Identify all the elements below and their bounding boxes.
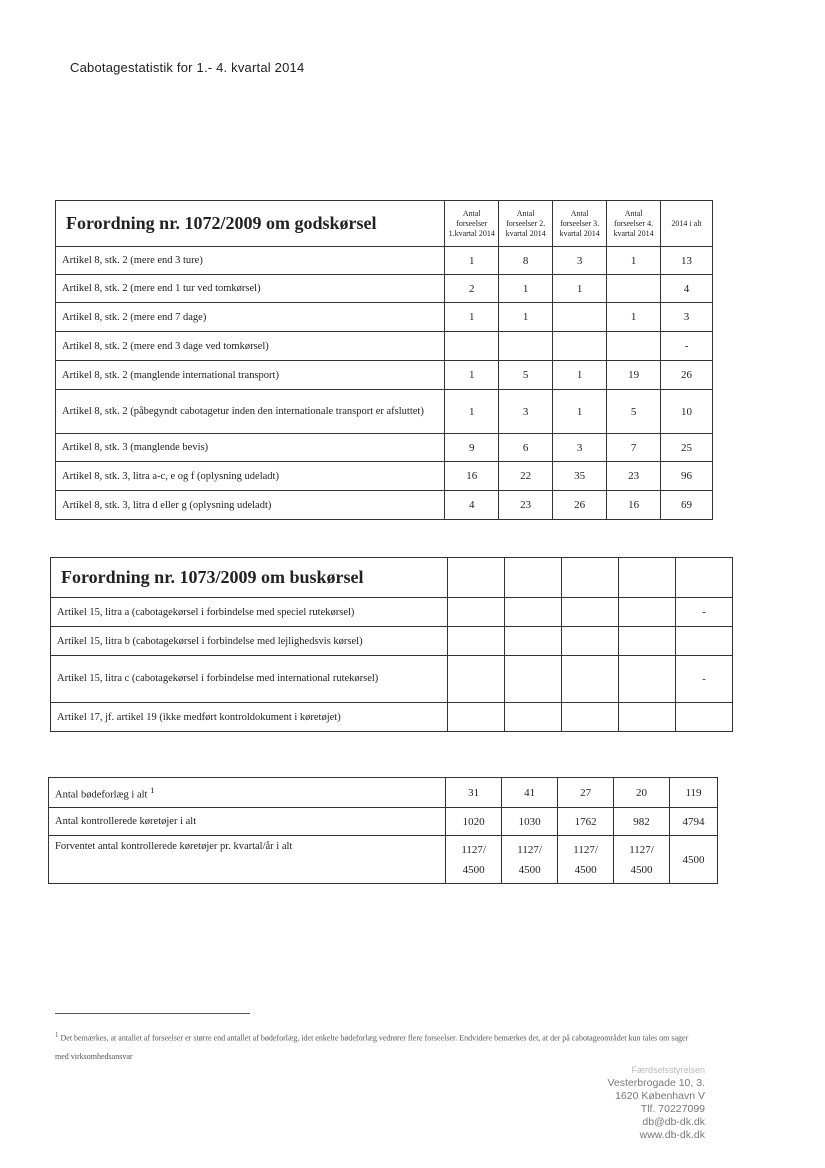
cell-q3: 3 — [553, 247, 607, 275]
footnote-marker: 1 — [55, 1031, 59, 1039]
cell-q1: 1 — [445, 303, 499, 332]
cell-q4 — [607, 332, 661, 361]
header-q1: Antal forseelser 1.kvartal 2014 — [445, 201, 499, 247]
cell-total: 3 — [661, 303, 713, 332]
cell-q4: 7 — [607, 434, 661, 462]
fines-label: Antal bødeforlæg i alt — [55, 789, 148, 801]
cell-q4: 16 — [607, 491, 661, 520]
row-label: Artikel 8, stk. 2 (mere end 7 dage) — [56, 303, 445, 332]
cell-q2 — [505, 598, 562, 627]
cell-q1 — [448, 598, 505, 627]
row-label: Artikel 8, stk. 2 (mere end 3 dage ved tomkørsel) — [56, 332, 445, 361]
cell-total: 10 — [661, 390, 713, 434]
header-q2: Antal forseelser 2. kvartal 2014 — [499, 201, 553, 247]
cell-q3: 26 — [553, 491, 607, 520]
table-row — [56, 390, 713, 434]
cell-q4: 23 — [607, 462, 661, 491]
cell-q4: 19 — [607, 361, 661, 390]
expected-label: Forventet antal kontrollerede køretøjer pr. kvartal/år i alt — [49, 836, 446, 884]
table-row — [51, 703, 733, 732]
table-row — [51, 627, 733, 656]
cell-q4 — [614, 836, 670, 884]
stamp-line-1: Færdselsstyrelsen — [631, 1065, 705, 1075]
footnote-ref: 1 — [150, 784, 155, 795]
header-q3 — [562, 558, 619, 598]
cell-q1: 4 — [445, 491, 499, 520]
expected-q1-bottom: 4500 — [462, 863, 485, 876]
document-title: Cabotagestatistik for 1.- 4. kvartal 2014 — [70, 60, 305, 75]
cell-q1: 16 — [445, 462, 499, 491]
row-label: Artikel 17, jf. artikel 19 (ikke medført kontroldokument i køretøjet) — [51, 703, 448, 732]
bus-table-title: Forordning nr. 1073/2009 om buskørsel — [51, 558, 448, 598]
row-label: Artikel 15, litra a (cabotagekørsel i forbindelse med speciel rutekørsel) — [51, 598, 448, 627]
controlled-label: Antal kontrollerede køretøjer i alt — [49, 808, 446, 836]
cell-q3 — [558, 836, 614, 884]
bus-header-row — [51, 558, 733, 598]
cell-q2 — [505, 656, 562, 703]
cell-q3: 3 — [553, 434, 607, 462]
header-q1 — [448, 558, 505, 598]
cell-total — [676, 703, 733, 732]
bus-table — [50, 557, 733, 732]
row-label: Artikel 8, stk. 3 (manglende bevis) — [56, 434, 445, 462]
table-row — [56, 491, 713, 520]
cell-q2 — [505, 703, 562, 732]
cell-q3: 1762 — [558, 808, 614, 836]
row-label: Artikel 8, stk. 3, litra a-c, e og f (oplysning udeladt) — [56, 462, 445, 491]
expected-q4-top: 1127/ — [629, 843, 654, 856]
cell-total: 4794 — [670, 808, 718, 836]
row-label: Artikel 8, stk. 2 (mere end 1 tur ved tomkørsel) — [56, 275, 445, 303]
expected-q2-bottom: 4500 — [518, 863, 541, 876]
cell-q3: 35 — [553, 462, 607, 491]
table-row — [51, 598, 733, 627]
cell-total: 13 — [661, 247, 713, 275]
cell-q4: 1 — [607, 303, 661, 332]
cell-q2: 3 — [499, 390, 553, 434]
cell-q3: 1 — [553, 390, 607, 434]
cell-q1 — [448, 703, 505, 732]
cell-q3 — [562, 656, 619, 703]
cell-q4 — [619, 703, 676, 732]
cell-q3 — [562, 627, 619, 656]
cell-q1: 9 — [445, 434, 499, 462]
cell-q1: 1 — [445, 390, 499, 434]
cell-q1 — [445, 332, 499, 361]
cell-total: 96 — [661, 462, 713, 491]
table-row — [51, 656, 733, 703]
stamp-line-3: 1620 København V — [615, 1090, 705, 1102]
cell-q2: 8 — [499, 247, 553, 275]
address-stamp — [565, 1064, 705, 1142]
table-row — [56, 303, 713, 332]
footnote-text: Det bemærkes, at antallet af forseelser er større end antallet af bødeforlæg, idet enkelte bødeforlæg vedrører flere forseelser. Endvidere bemærkes det, at der på cabotageområdet kun tales om sager med virksomhedsansvar — [55, 1033, 689, 1061]
cell-q2: 1 — [499, 275, 553, 303]
totals-table — [48, 777, 718, 884]
expected-q4-bottom: 4500 — [630, 863, 653, 876]
cell-q3: 27 — [558, 778, 614, 808]
cell-q4 — [619, 656, 676, 703]
table-row — [56, 462, 713, 491]
footnote — [55, 1026, 695, 1066]
cell-q1: 1 — [445, 361, 499, 390]
cell-q1 — [448, 656, 505, 703]
cell-q2 — [502, 836, 558, 884]
cell-total: - — [661, 332, 713, 361]
goods-header-row — [56, 201, 713, 247]
stamp-line-2: Vesterbrogade 10, 3. — [607, 1077, 705, 1089]
cell-q1 — [448, 627, 505, 656]
cell-q2: 41 — [502, 778, 558, 808]
footnote-divider — [55, 1013, 250, 1014]
cell-total: - — [676, 598, 733, 627]
stamp-line-6: www.db-dk.dk — [639, 1129, 705, 1141]
cell-q1: 2 — [445, 275, 499, 303]
row-label: Artikel 15, litra b (cabotagekørsel i forbindelse med lejlighedsvis kørsel) — [51, 627, 448, 656]
cell-total: 25 — [661, 434, 713, 462]
cell-total: 119 — [670, 778, 718, 808]
cell-q2: 6 — [499, 434, 553, 462]
cell-q2: 22 — [499, 462, 553, 491]
cell-q1 — [446, 836, 502, 884]
fines-row — [49, 778, 718, 808]
cell-q2: 23 — [499, 491, 553, 520]
cell-q4: 20 — [614, 778, 670, 808]
cell-q4: 982 — [614, 808, 670, 836]
cell-q1: 1020 — [446, 808, 502, 836]
cell-q2: 1030 — [502, 808, 558, 836]
header-total: 2014 i alt — [661, 201, 713, 247]
table-row — [56, 332, 713, 361]
controlled-row — [49, 808, 718, 836]
cell-q3 — [553, 332, 607, 361]
header-total — [676, 558, 733, 598]
header-q4 — [619, 558, 676, 598]
row-label: Artikel 8, stk. 3, litra d eller g (oplysning udeladt) — [56, 491, 445, 520]
cell-q4: 1 — [607, 247, 661, 275]
expected-q2-top: 1127/ — [517, 843, 542, 856]
row-label: Artikel 8, stk. 2 (manglende international transport) — [56, 361, 445, 390]
expected-row — [49, 836, 718, 884]
row-label: Artikel 8, stk. 2 (påbegyndt cabotagetur inden den internationale transport er afsluttet) — [56, 390, 445, 434]
fines-label-cell — [49, 778, 446, 808]
goods-table — [55, 200, 713, 520]
cell-q2 — [499, 332, 553, 361]
cell-total: - — [676, 656, 733, 703]
cell-q4 — [607, 275, 661, 303]
expected-q3-bottom: 4500 — [574, 863, 597, 876]
cell-q2: 5 — [499, 361, 553, 390]
expected-q1-top: 1127/ — [461, 843, 486, 856]
cell-total — [676, 627, 733, 656]
cell-q2: 1 — [499, 303, 553, 332]
cell-q3 — [562, 598, 619, 627]
goods-table-title: Forordning nr. 1072/2009 om godskørsel — [56, 201, 445, 247]
table-row — [56, 247, 713, 275]
cell-total: 26 — [661, 361, 713, 390]
cell-q4 — [619, 598, 676, 627]
cell-q3: 1 — [553, 275, 607, 303]
header-q3: Antal forseelser 3. kvartal 2014 — [553, 201, 607, 247]
cell-total: 69 — [661, 491, 713, 520]
cell-q4: 5 — [607, 390, 661, 434]
table-row — [56, 275, 713, 303]
cell-total: 4 — [661, 275, 713, 303]
header-q2 — [505, 558, 562, 598]
cell-q3: 1 — [553, 361, 607, 390]
cell-q1: 1 — [445, 247, 499, 275]
row-label: Artikel 8, stk. 2 (mere end 3 ture) — [56, 247, 445, 275]
cell-q1: 31 — [446, 778, 502, 808]
header-q4: Antal forseelser 4. kvartal 2014 — [607, 201, 661, 247]
cell-q4 — [619, 627, 676, 656]
cell-q2 — [505, 627, 562, 656]
row-label: Artikel 15, litra c (cabotagekørsel i forbindelse med international rutekørsel) — [51, 656, 448, 703]
cell-q3 — [562, 703, 619, 732]
expected-q3-top: 1127/ — [573, 843, 598, 856]
stamp-line-4: Tlf. 70227099 — [640, 1103, 705, 1115]
cell-q3 — [553, 303, 607, 332]
table-row — [56, 361, 713, 390]
table-row — [56, 434, 713, 462]
stamp-line-5: db@db-dk.dk — [642, 1116, 705, 1128]
cell-total: 4500 — [670, 836, 718, 884]
